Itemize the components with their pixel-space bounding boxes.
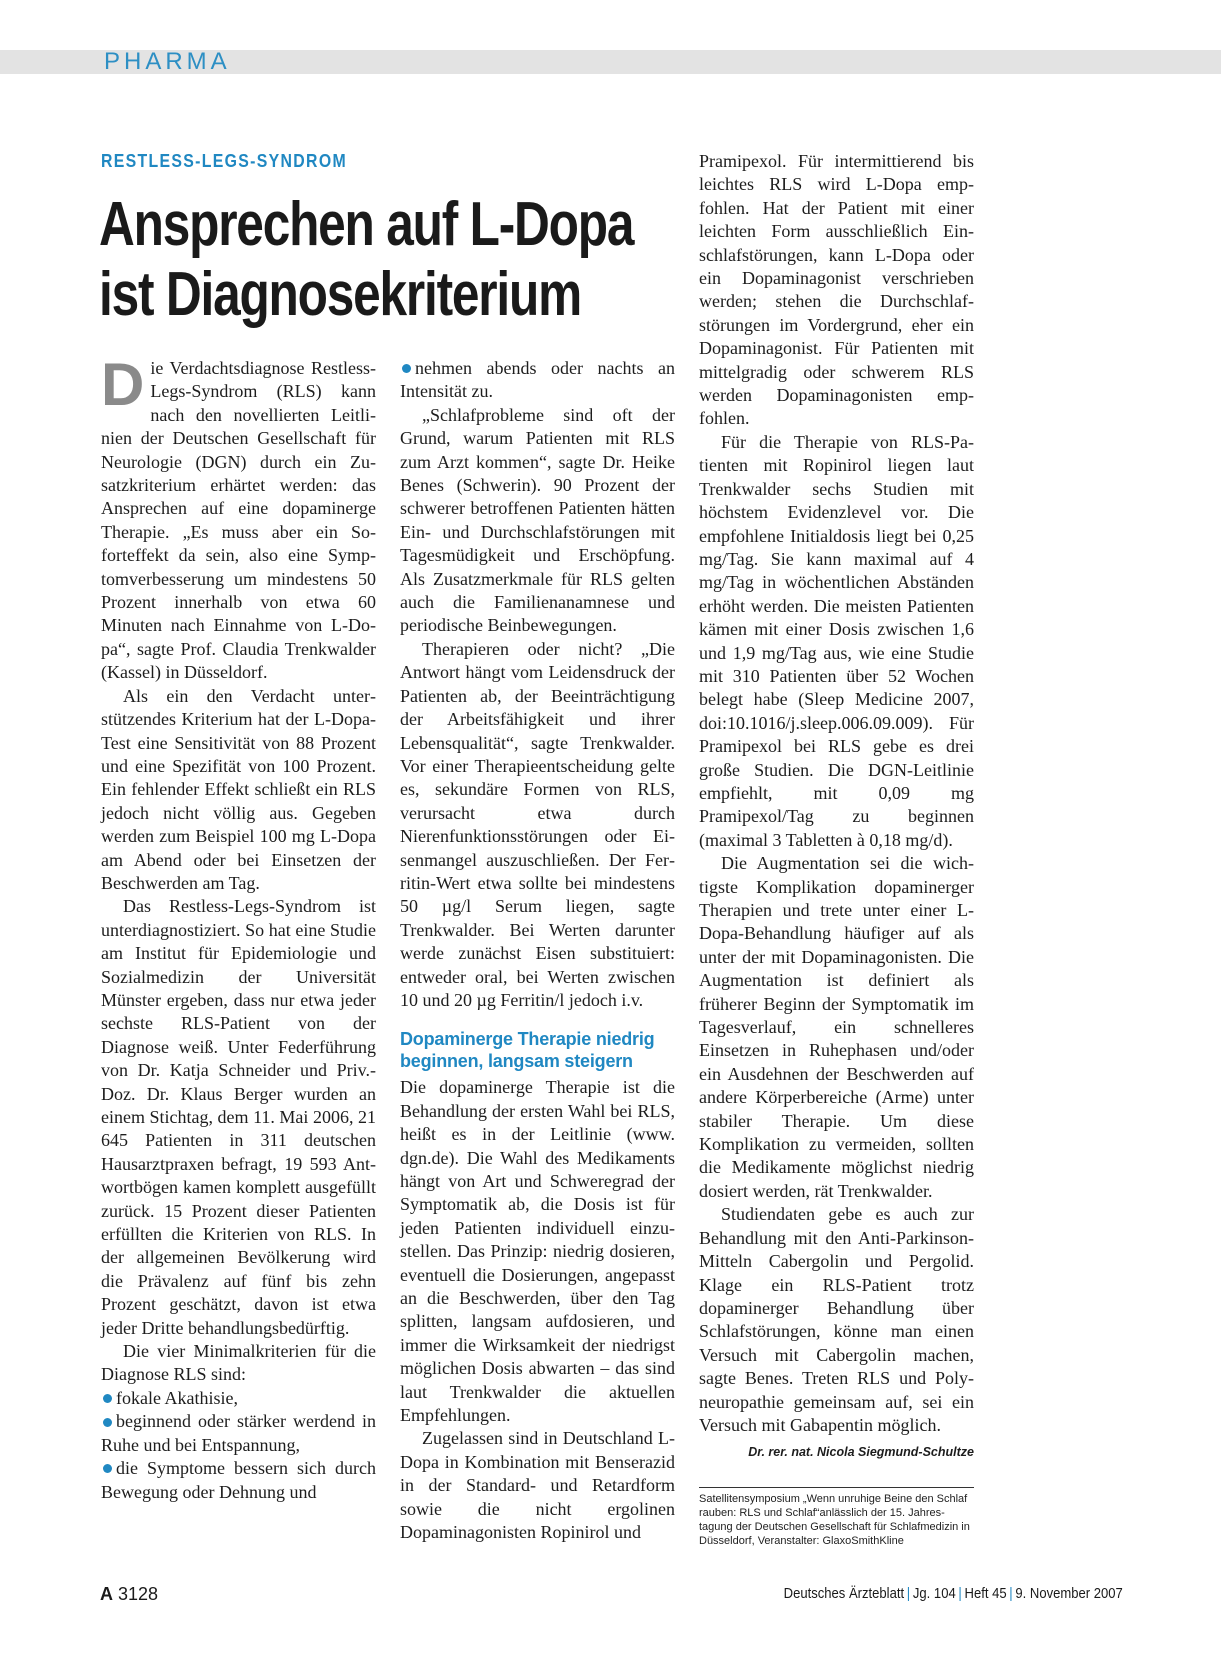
bullet-text: nehmen abends oder nachts an Intensität zu. <box>400 358 675 402</box>
bullet-item <box>400 357 675 404</box>
journal-name: Deutsches Ärzteblatt <box>783 1586 905 1602</box>
paragraph: „Schlafprobleme sind oft der Grund, warum Patienten mit RLS zum Arzt kommen“, sagte Dr. Heike Benes (Schwerin). 90 Prozent der schwerer betroffenen Patienten hätten Ein- und Durchschlafstörungen mit Tagesmüdigkeit und Erschöpfung. Als Zusatzmerkmale für RLS gelten auch die Familienanamnese und periodische Beinbewegungen. <box>400 404 675 636</box>
footnote: Satellitensymposium „Wenn unruhige Beine den Schlaf rauben: RLS und Schlaf“anlässlich der 15. Jahrestagung der Deutschen Gesellschaft für Schlafmedizin in Düsseldorf, Veranstalter: GlaxoSmithKline <box>699 1493 970 1547</box>
page-number-value: 3128 <box>118 1584 159 1604</box>
page-prefix: A <box>100 1584 113 1604</box>
paragraph: Die Augmentation sei die wichtigste Komplikation dopaminerger Therapien und trete unter einer L-Dopa-Behandlung häufiger auf als unter der mit Dopaminagonisten. Die Augmentation ist definiert als früherer Beginn der Symptomatik im Tagesverlauf, ein schnelleres Einsetzen in Ruhephasen und/oder ein Ausdehnen der Beschwerden auf andere Körperbereiche (Arme) unter stabiler Therapie. Um diese Komplikation zu vermeiden, sollten die Medikamente möglichst niedrig dosiert werden, rät Trenkwalder. <box>699 853 974 1201</box>
author-byline: Dr. rer. nat. Nicola Siegmund-Schultze <box>748 1445 974 1460</box>
paragraph: Die vier Minimalkriterien für die Diagnose RLS sind: <box>101 1341 376 1385</box>
bullet-icon <box>402 364 411 373</box>
text-column-3 <box>699 150 974 1465</box>
bullet-text: fokale Akathisie, <box>116 1387 238 1408</box>
separator: | <box>958 1586 963 1602</box>
bullet-icon <box>103 1418 112 1427</box>
journal-info <box>784 1586 1123 1602</box>
article-headline <box>99 190 633 330</box>
footnote-divider <box>699 1487 974 1488</box>
text-column-1 <box>101 351 376 1504</box>
section-label: PHARMA <box>104 48 231 75</box>
separator: | <box>1009 1586 1013 1602</box>
journal-volume: Jg. 104 <box>913 1586 956 1602</box>
bullet-item <box>101 1410 376 1457</box>
paragraph: Als ein den Verdacht unterstützendes Kriterium hat der L-Dopa-Test eine Sensitivität von 88 Prozent und eine Spezifität von 100 Prozent. Ein fehlender Effekt schließt ein RLS jedoch nicht völlig aus. Gegeben werden zum Beispiel 100 mg L-Dopa am Abend oder bei Einsetzen der Beschwerden am Tag. <box>101 685 376 893</box>
journal-date: 9. November 2007 <box>1015 1586 1123 1602</box>
paragraph: Zugelassen sind in Deutschland L-Dopa in Kombination mit Benserazid in der Standard- und Retardform sowie die nicht ergolinen Dopaminagonisten Ropinirol und <box>400 1428 675 1543</box>
separator: | <box>907 1586 911 1602</box>
paragraph: Studiendaten gebe es auch zur Behandlung mit den Anti-Parkinson-Mitteln Cabergolin und Pergolid. Klage ein RLS-Patient trotz dopaminerger Behandlung über Schlafstörungen, könne man einen Versuch mit Cabergolin machen, sagte Benes. Treten RLS und Polyneuropathie gemeinsam auf, sei ein Versuch mit Gabapentin möglich. <box>699 1204 974 1435</box>
drop-cap: D <box>101 351 145 418</box>
bullet-text: die Symptome bessern sich durch Bewegung oder Dehnung und <box>101 1458 376 1502</box>
headline-line-1: Ansprechen auf L-Dopa <box>99 190 634 259</box>
bullet-icon <box>103 1464 112 1473</box>
bullet-item <box>101 1387 376 1410</box>
article-kicker: RESTLESS-LEGS-SYNDROM <box>101 151 347 171</box>
bullet-text: beginnend oder stärker werdend in Ruhe und bei Entspannung, <box>101 1411 376 1455</box>
paragraph: Die dopaminerge Therapie ist die Behandlung der ersten Wahl bei RLS, heißt es in der Leitlinie (www.​dgn.de). Die Wahl des Medikaments hängt von Art und Schweregrad der Symptomatik ab, die Dosis ist für jeden Patienten individuell einzustellen. Das Prinzip: niedrig dosieren, eventuell die Dosierungen, angepasst an die Beschwerden, über den Tag splitten, langsam aufdosieren, und immer die Wirksamkeit der niedrigst möglichen Dosis abwarten – das sind laut Trenkwalder die aktuellen Empfehlungen. <box>400 1077 675 1426</box>
paragraph: Therapieren oder nicht? „Die Antwort hängt vom Leidensdruck der Patienten ab, der Beeinträchtigung der Arbeitsfähigkeit und ihrer Lebensqualität“, sagte Trenkwalder. Vor einer Therapieentscheidung gelte es, sekundäre Formen von RLS, verursacht etwa durch Nierenfunktionsstörungen oder Eisenmangel auszuschließen. Der Ferritin-Wert etwa sollte bei mindestens 50 µg/l Serum liegen, sagte Trenkwalder. Bei Werten darunter werde zunächst Eisen substituiert: entweder oral, bei Werten zwischen 10 und 20 µg Ferritin/l jedoch i.v. <box>400 638 675 1010</box>
bullet-item <box>101 1457 376 1504</box>
page-number <box>100 1584 158 1605</box>
subheading: Dopaminerge Therapie niedrig beginnen, langsam steigern <box>400 1029 655 1072</box>
headline-line-2: ist Diagnosekriterium <box>99 260 581 329</box>
bullet-icon <box>103 1394 112 1403</box>
paragraph: Für die Therapie von RLS-Patienten mit Ropinirol liegen laut Trenkwalder sechs Studien mit höchstem Evidenzlevel vor. Die empfohlene Initialdosis liegt bei 0,25 mg/Tag. Sie kann maximal auf 4 mg/Tag in wöchentlichen Abständen erhöht werden. Die meisten Patienten kämen mit einer Dosis zwischen 1,6 und 1,9 mg/Tag aus, wie eine Studie mit 310 Patienten über 52 Wochen belegt habe (Sleep Medicine 2007, doi:10.1016/j.sleep.​006.09.009). Für Pramipexol bei RLS gebe es drei große Studien. Die DGN-Leitlinie empfiehlt, mit 0,09 mg Pramipexol/Tag zu beginnen (maximal 3 Tabletten à 0,18 mg/d). <box>699 431 974 850</box>
paragraph: Pramipexol. Für intermittierend bis leichtes RLS wird L-Dopa empfohlen. Hat der Patient mit einer leichten Form ausschließlich Einschlafstörungen, kann L-Dopa oder ein Dopaminagonist verschrieben werden; stehen die Durchschlafstörungen im Vordergrund, eher ein Dopaminagonist. Für Patienten mit mittelgradig oder schwerem RLS werden Dopaminagonisten empfohlen. <box>699 151 974 429</box>
paragraph: Das Restless-Legs-Syndrom ist unterdiagnostiziert. So hat eine Studie am Institut für Epidemiologie und Sozialmedizin der Universität Münster ergeben, dass nur etwa jeder sechste RLS-Patient von der Diagnose weiß. Unter Federführung von Dr. Katja Schneider und Priv.-Doz. Dr. Klaus Berger wurden an einem Stichtag, dem 11. Mai 2006, 21 645 Patienten in 311 deutschen Hausarztpraxen befragt, 19 593 Antwortbögen kamen komplett ausgefüllt zurück. 15 Prozent dieser Patienten erfüllten die Kriterien von RLS. In der allgemeinen Bevölkerung wird die Prävalenz auf fünf bis zehn Prozent geschätzt, davon ist etwa jeder Dritte behandlungsbedürftig. <box>101 896 376 1338</box>
paragraph <box>101 351 376 685</box>
text-column-2 <box>400 357 675 1545</box>
paragraph-text: ie Verdachtsdiagnose Restless-Legs-Syndrom (RLS) kann nach den novellierten Leitlinien der Deutschen Gesellschaft für Neurologie (DGN) durch ein Zusatzkriterium erhärtet werden: das Ansprechen auf eine dopaminerge Therapie. „Es muss aber ein Soforteffekt da sein, also eine Symptomverbesserung um mindestens 50 Prozent innerhalb von etwa 60 Minuten nach Einnahme von L-Dopa“, sagte Prof. Claudia Trenkwalder (Kassel) in Düsseldorf. <box>101 358 376 683</box>
journal-issue: Heft 45 <box>964 1586 1007 1602</box>
